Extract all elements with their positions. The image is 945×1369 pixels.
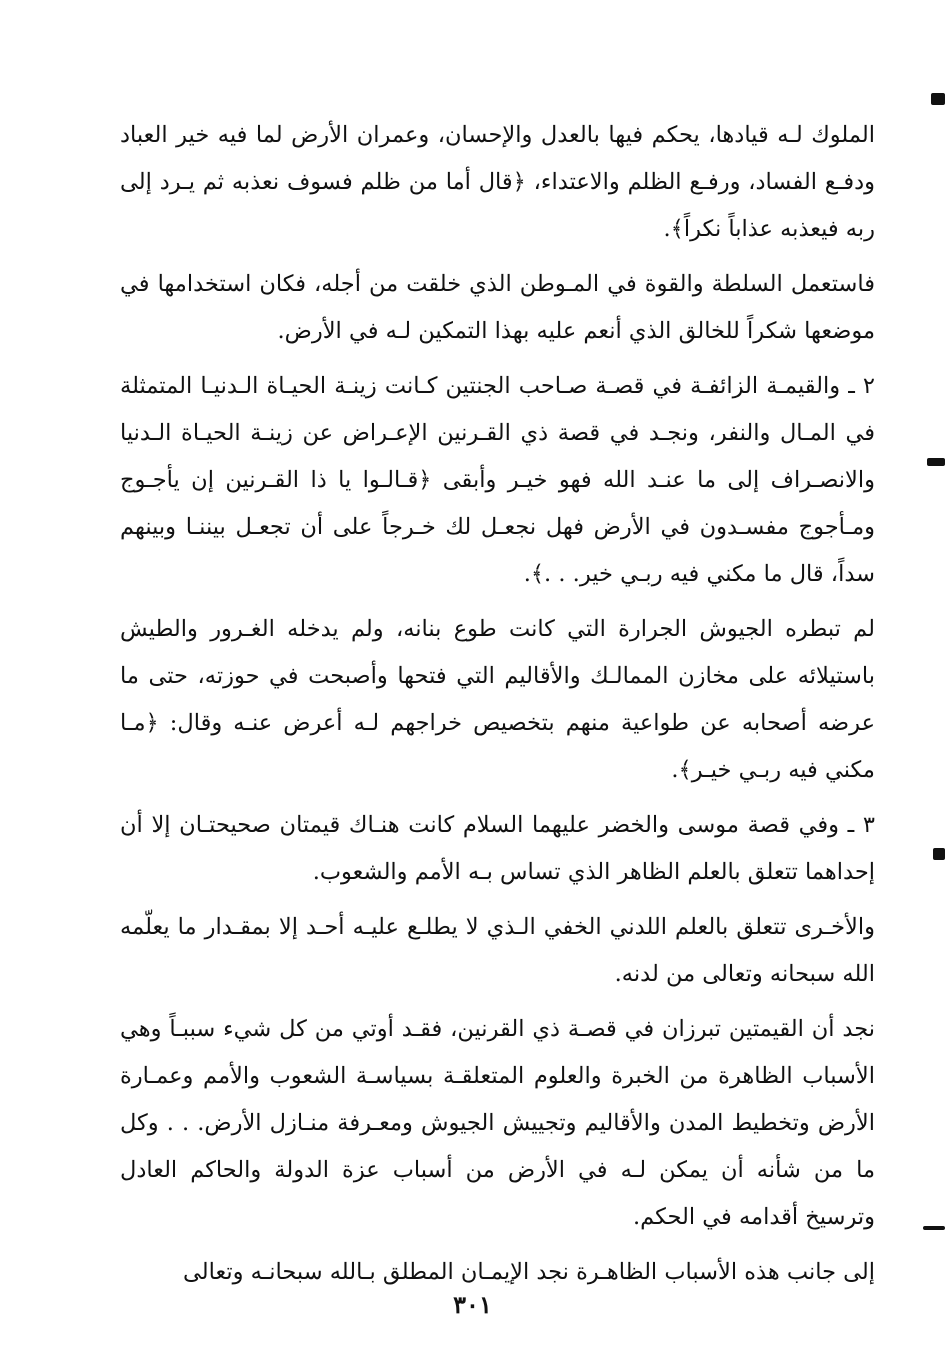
paragraph-3: ٢ ـ والقيمـة الزائفـة في قصـة صـاحب الجنتين كـانت زينـة الحيـاة الـدنيـا المتمثلة في المـال والنفر، ونجـد في قصة ذي القـرنين الإعـراض عن زينـة الحيـاة الـدنيا والانصـراف إلى ما عنـد الله فهو خيـر وأبقى ﴿قـالـوا يا ذا القـرنين إن يأجـوج ومـأجوج مفسـدون في الأرض فهل نجعـل لك خـرجاً على أن تجعـل بيننـا وبينهم سداً، قال ما مكني فيه ربـي خير. . .﴾. [120, 373, 875, 587]
paragraph-4: لم تبطره الجيوش الجرارة التي كانت طوع بنانه، ولم يدخله الغـرور والطيش باستيلائه على مخازن الممالـك والأقاليم التي فتحها وأصبحت في حوزته، حتى ما عرضه أصحابه عن طواعية منهم بتخصيص خراجهم لـه أعرض عنـه وقال: ﴿مـا مكني فيه ربـي خيـر﴾. [120, 616, 875, 783]
paragraph-6: والأخـرى تتعلق بالعلم اللدني الخفي الـذي لا يطلـع عليـه أحـد إلا بمقـدار ما يعلّمه الله سبحانه وتعالى من لدنه. [120, 914, 875, 987]
margin-mark [927, 458, 945, 466]
margin-mark [923, 1226, 945, 1230]
paragraph-2: فاستعمل السلطة والقوة في المـوطن الذي خلقت من أجله، فكان استخدامها في موضعها شكراً للخالق الذي أنعم عليه بهذا التمكين لـه في الأرض. [120, 271, 875, 344]
paragraph-1: الملوك لـه قيادها، يحكم فيها بالعدل والإحسان، وعمران الأرض لما فيه خير العباد ودفـع الفساد، ورفـع الظلم والاعتداء، ﴿قال أما من ظلم فسوف نعذبه ثم يـرد إلى ربه فيعذبه عذاباً نكراً﴾. [120, 122, 875, 242]
paragraph-7: نجد أن القيمتين تبرزان في قصـة ذي القرنين، فقـد أوتي من كل شيء سببـاً وهي الأسباب الظاهرة من الخبرة والعلوم المتعلقـة بسياسـة الشعوب والأمم وعمـارة الأرض وتخطيط المدن والأقاليم وتجييش الجيوش ومعـرفة منـازل الأرض. . . وكل ما من شأنه أن يمكن لـه في الأرض من أسباب عزة الدولة والحاكم العادل وترسيخ أقدامه في الحكم. [120, 1016, 875, 1230]
page-number: ٣٠١ [453, 1290, 492, 1319]
margin-mark [933, 848, 945, 860]
paragraph-5: ٣ ـ وفي قصة موسى والخضر عليهما السلام كانت هنـاك قيمتان صحيحتـان إلا أن إحداهما تتعلق بالعلم الظاهر الذي تساس بـه الأمم والشعوب. [120, 812, 875, 885]
paragraph-8: إلى جانب هذه الأسباب الظاهـرة نجد الإيمـان المطلق بـالله سبحانـه وتعالى [183, 1259, 875, 1285]
margin-mark [931, 93, 945, 105]
page-body [120, 112, 875, 1285]
